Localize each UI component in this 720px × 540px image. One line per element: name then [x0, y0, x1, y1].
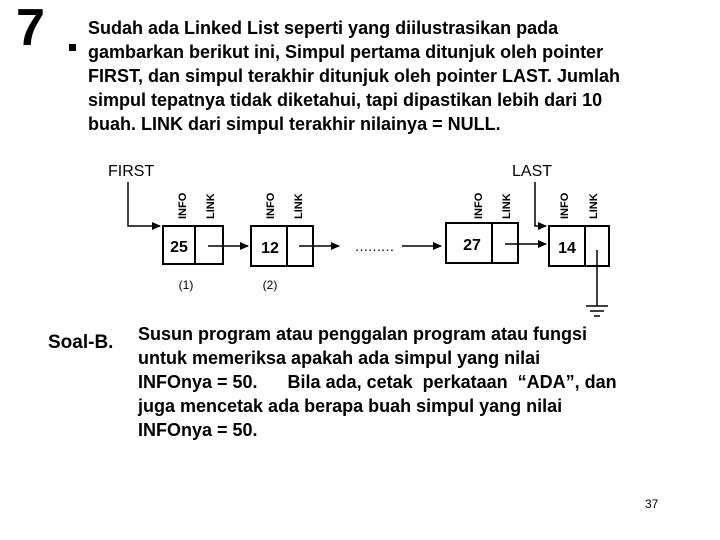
- node-1-link-field-label: LINK: [205, 193, 217, 219]
- node-2-info-value: 12: [261, 240, 279, 257]
- node-1-link-box: [195, 226, 223, 264]
- problem-number: 7: [16, 0, 45, 57]
- node-2-caption: (2): [262, 278, 278, 292]
- node-2-link-field-label: LINK: [293, 193, 305, 219]
- node-3-info-field-label: INFO: [473, 192, 485, 219]
- node-2-info-field-label: INFO: [265, 192, 277, 219]
- soal-line-3: INFOnya = 50. Bila ada, cetak perkataan “ADA”, dan: [138, 372, 617, 392]
- soal-label: Soal-B.: [48, 332, 114, 353]
- soal-line-2: untuk memeriksa apakah ada simpul yang nilai: [138, 348, 541, 368]
- node-1-info-value: 25: [170, 239, 188, 256]
- paragraph-line-5: buah. LINK dari simpul terakhir nilainya = NULL.: [88, 114, 501, 134]
- node-4: [549, 192, 609, 266]
- paragraph-line-2: gambarkan berikut ini, Simpul pertama ditunjuk oleh pointer: [88, 42, 604, 62]
- soal-text: [138, 322, 678, 442]
- first-label: FIRST: [108, 163, 155, 180]
- last-label: LAST: [512, 163, 553, 180]
- node-1: [163, 192, 223, 292]
- paragraph-line-3: FIRST, dan simpul terakhir ditunjuk oleh pointer LAST. Jumlah: [88, 66, 621, 86]
- node-1-info-field-label: INFO: [177, 192, 189, 219]
- node-1-caption: (1): [178, 278, 194, 292]
- soal-line-1: Susun program atau penggalan program atau fungsi: [138, 324, 588, 344]
- null-ground-symbol: [586, 250, 608, 316]
- node-3-info-value: 27: [463, 237, 481, 254]
- node-4-info-field-label: INFO: [559, 192, 571, 219]
- node-3: [446, 192, 518, 263]
- node-3-link-box: [492, 223, 518, 263]
- node-4-link-field-label: LINK: [588, 193, 600, 219]
- soal-line-4: juga mencetak ada berapa buah simpul yang nilai: [138, 396, 563, 416]
- node-3-link-field-label: LINK: [501, 193, 513, 219]
- ellipsis: ………: [354, 238, 394, 254]
- node-2: [251, 192, 313, 292]
- page-number: 37: [645, 497, 659, 511]
- paragraph-line-4: simpul tepatnya tidak diketahui, tapi dipastikan lebih dari 10: [88, 90, 603, 110]
- last-pointer-arrow: [535, 182, 546, 226]
- soal-line-5: INFOnya = 50.: [138, 420, 258, 440]
- first-pointer-arrow: [128, 182, 160, 226]
- node-4-info-value: 14: [558, 240, 576, 257]
- paragraph-line-1: Sudah ada Linked List seperti yang diilustrasikan pada: [88, 18, 559, 38]
